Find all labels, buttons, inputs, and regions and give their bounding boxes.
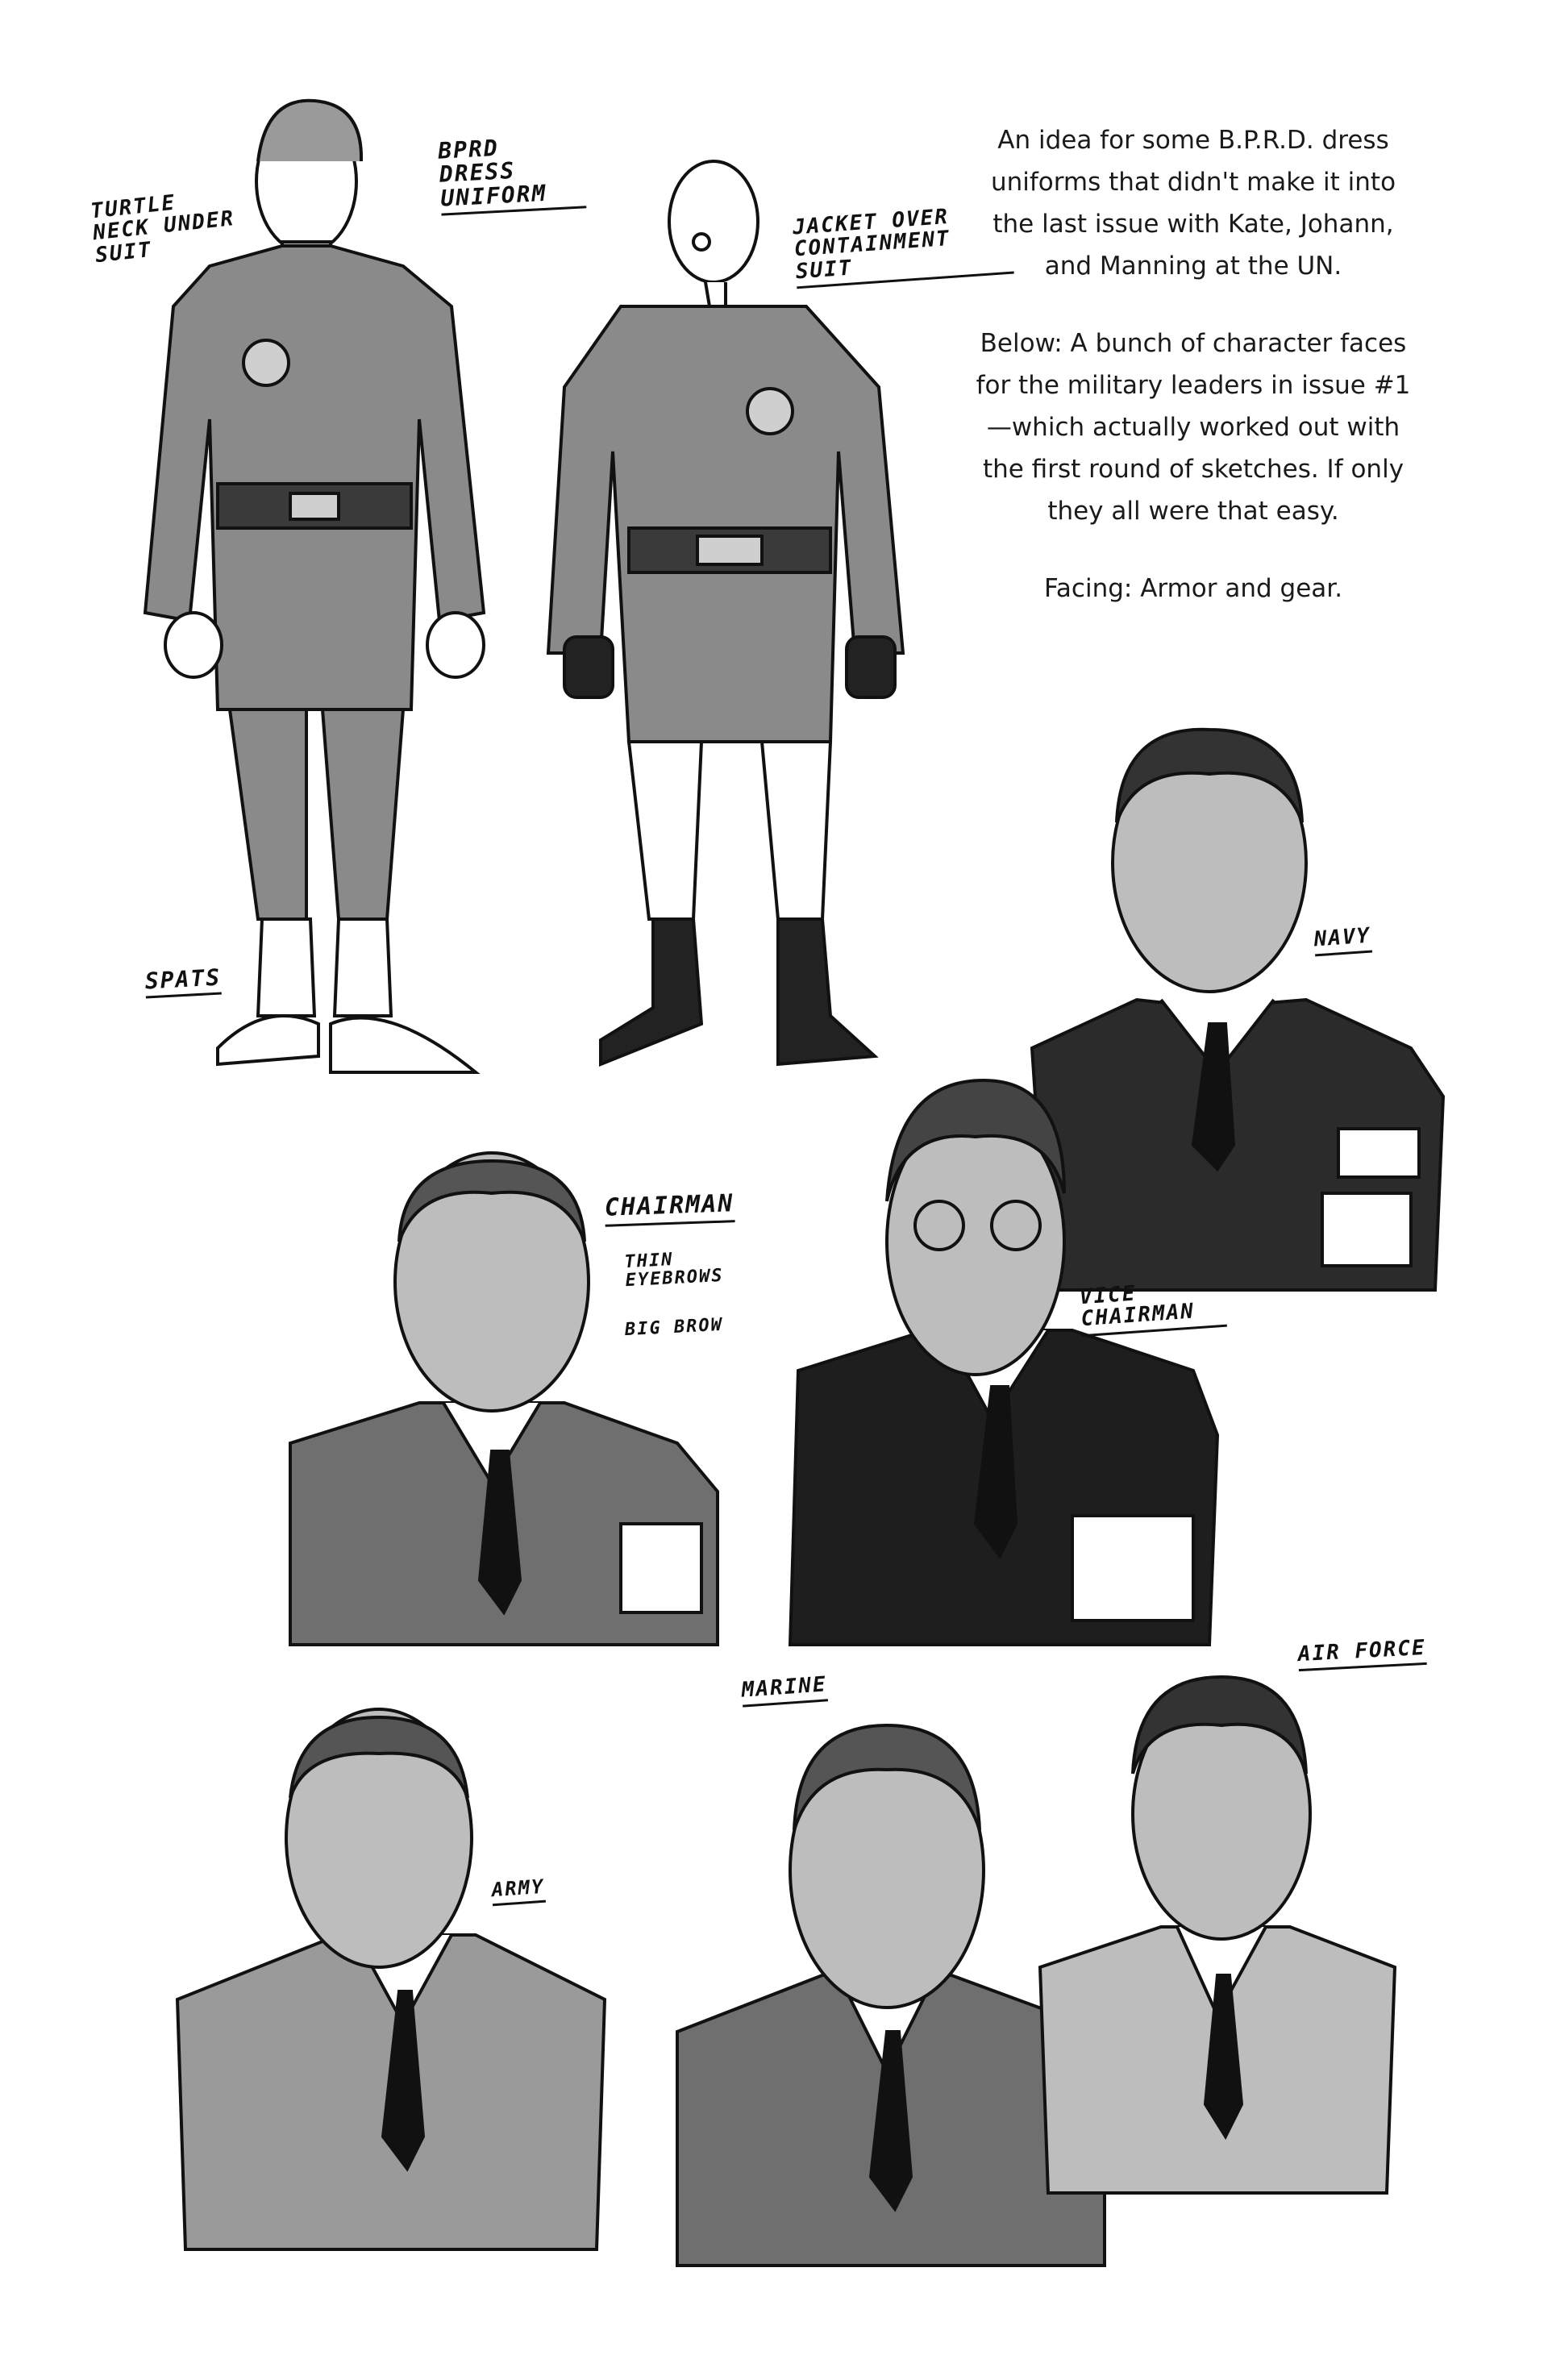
- label-marine: MARINE: [741, 1674, 828, 1708]
- label-navy: NAVY: [1313, 926, 1372, 957]
- caption-paragraph-facing: Facing: Armor and gear.: [1043, 574, 1343, 603]
- label-chairman-eyebrows: THIN EYEBROWS: [623, 1250, 725, 1292]
- label-turtle-neck: TURTLE NECK UNDER SUIT: [89, 190, 236, 268]
- portrait-army: [177, 1709, 605, 2249]
- caption-paragraph-uniforms: An idea for some B.P.R.D. dress uniforms that didn't make it into the last issue with Kate, Johann, and Manning at the UN.: [990, 126, 1396, 281]
- portrait-navy: [1032, 730, 1443, 1290]
- label-spats: SPATS: [144, 966, 222, 999]
- page-caption: [968, 119, 1419, 645]
- label-jacket-over-containment-suit: JACKET OVER CONTAINMENT SUIT: [792, 202, 1014, 289]
- portrait-air-force: [1040, 1677, 1395, 2193]
- label-chairman-brow: BIG BROW: [624, 1314, 724, 1341]
- figure-containment-suit: [548, 161, 903, 1064]
- label-air-force: AIR FORCE: [1297, 1637, 1426, 1672]
- caption-paragraph-faces: Below: A bunch of character faces for the military leaders in issue #1—which actually worked out with the first round of sketches. If only they all were that easy.: [976, 329, 1411, 526]
- label-chairman: CHAIRMAN: [604, 1191, 734, 1226]
- label-bprd-dress-uniform: BPRD DRESS UNIFORM: [438, 131, 587, 215]
- label-vice-chairman: VICE CHAIRMAN: [1079, 1277, 1227, 1337]
- portrait-chairman: [290, 1153, 718, 1645]
- label-army: ARMY: [491, 1877, 546, 1907]
